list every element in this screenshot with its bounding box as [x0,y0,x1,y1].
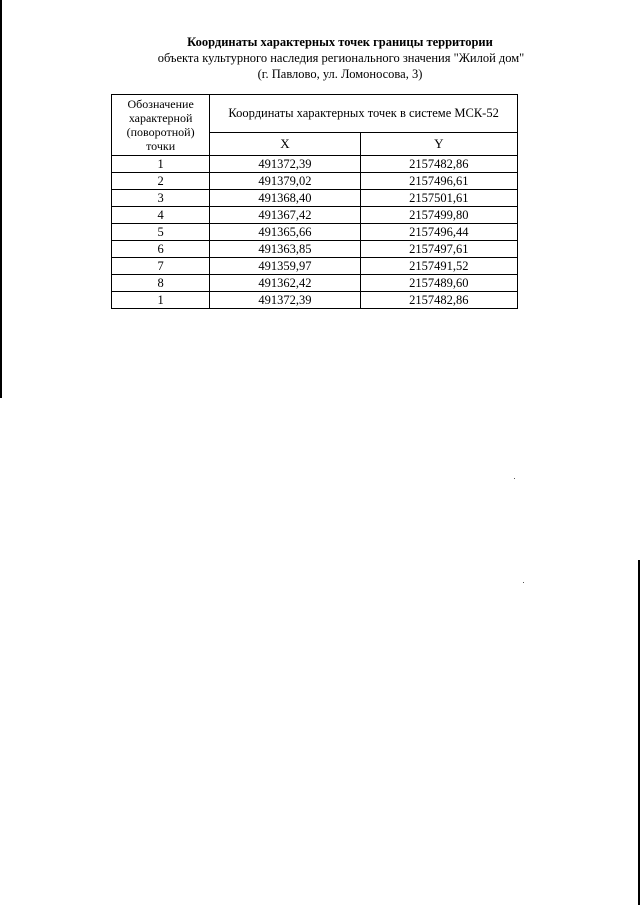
table-row [112,156,518,173]
table-row [112,258,518,275]
table-header-row [112,95,518,133]
cell-point: 1 [112,156,210,173]
cell-x: 491363,85 [210,241,360,258]
cell-y: 2157496,61 [360,173,517,190]
cell-y: 2157496,44 [360,224,517,241]
cell-y: 2157491,52 [360,258,517,275]
cell-point: 2 [112,173,210,190]
title-line-object: объекта культурного наследия регионального значения "Жилой дом" [157,51,525,65]
cell-x: 491367,42 [210,207,360,224]
document-title [0,34,640,82]
cell-x: 491372,39 [210,292,360,309]
cell-point: 3 [112,190,210,207]
table-row [112,241,518,258]
table-row [112,275,518,292]
cell-y: 2157482,86 [360,156,517,173]
cell-x: 491362,42 [210,275,360,292]
cell-x: 491359,97 [210,258,360,275]
table-row [112,292,518,309]
cell-point: 6 [112,241,210,258]
header-coordinates: Координаты характерных точек в системе МСК-52 [210,95,518,133]
scan-speck [514,478,515,479]
cell-y: 2157489,60 [360,275,517,292]
cell-point: 8 [112,275,210,292]
cell-point: 1 [112,292,210,309]
cell-point: 7 [112,258,210,275]
cell-point: 5 [112,224,210,241]
cell-point: 4 [112,207,210,224]
cell-y: 2157482,86 [360,292,517,309]
cell-x: 491372,39 [210,156,360,173]
title-line-bold: Координаты характерных точек границы территории [187,35,493,49]
table-row [112,224,518,241]
title-line-address: (г. Павлово, ул. Ломоносова, 3) [257,67,423,81]
cell-y: 2157501,61 [360,190,517,207]
cell-x: 491379,02 [210,173,360,190]
coordinates-table [111,94,518,309]
cell-y: 2157497,61 [360,241,517,258]
header-point: Обозначение характерной (поворотной) точки [112,95,210,156]
header-x: X [210,132,360,155]
table-row [112,190,518,207]
table-row [112,173,518,190]
table-row [112,207,518,224]
cell-x: 491368,40 [210,190,360,207]
cell-y: 2157499,80 [360,207,517,224]
header-y: Y [360,132,517,155]
scan-speck [523,582,524,583]
cell-x: 491365,66 [210,224,360,241]
